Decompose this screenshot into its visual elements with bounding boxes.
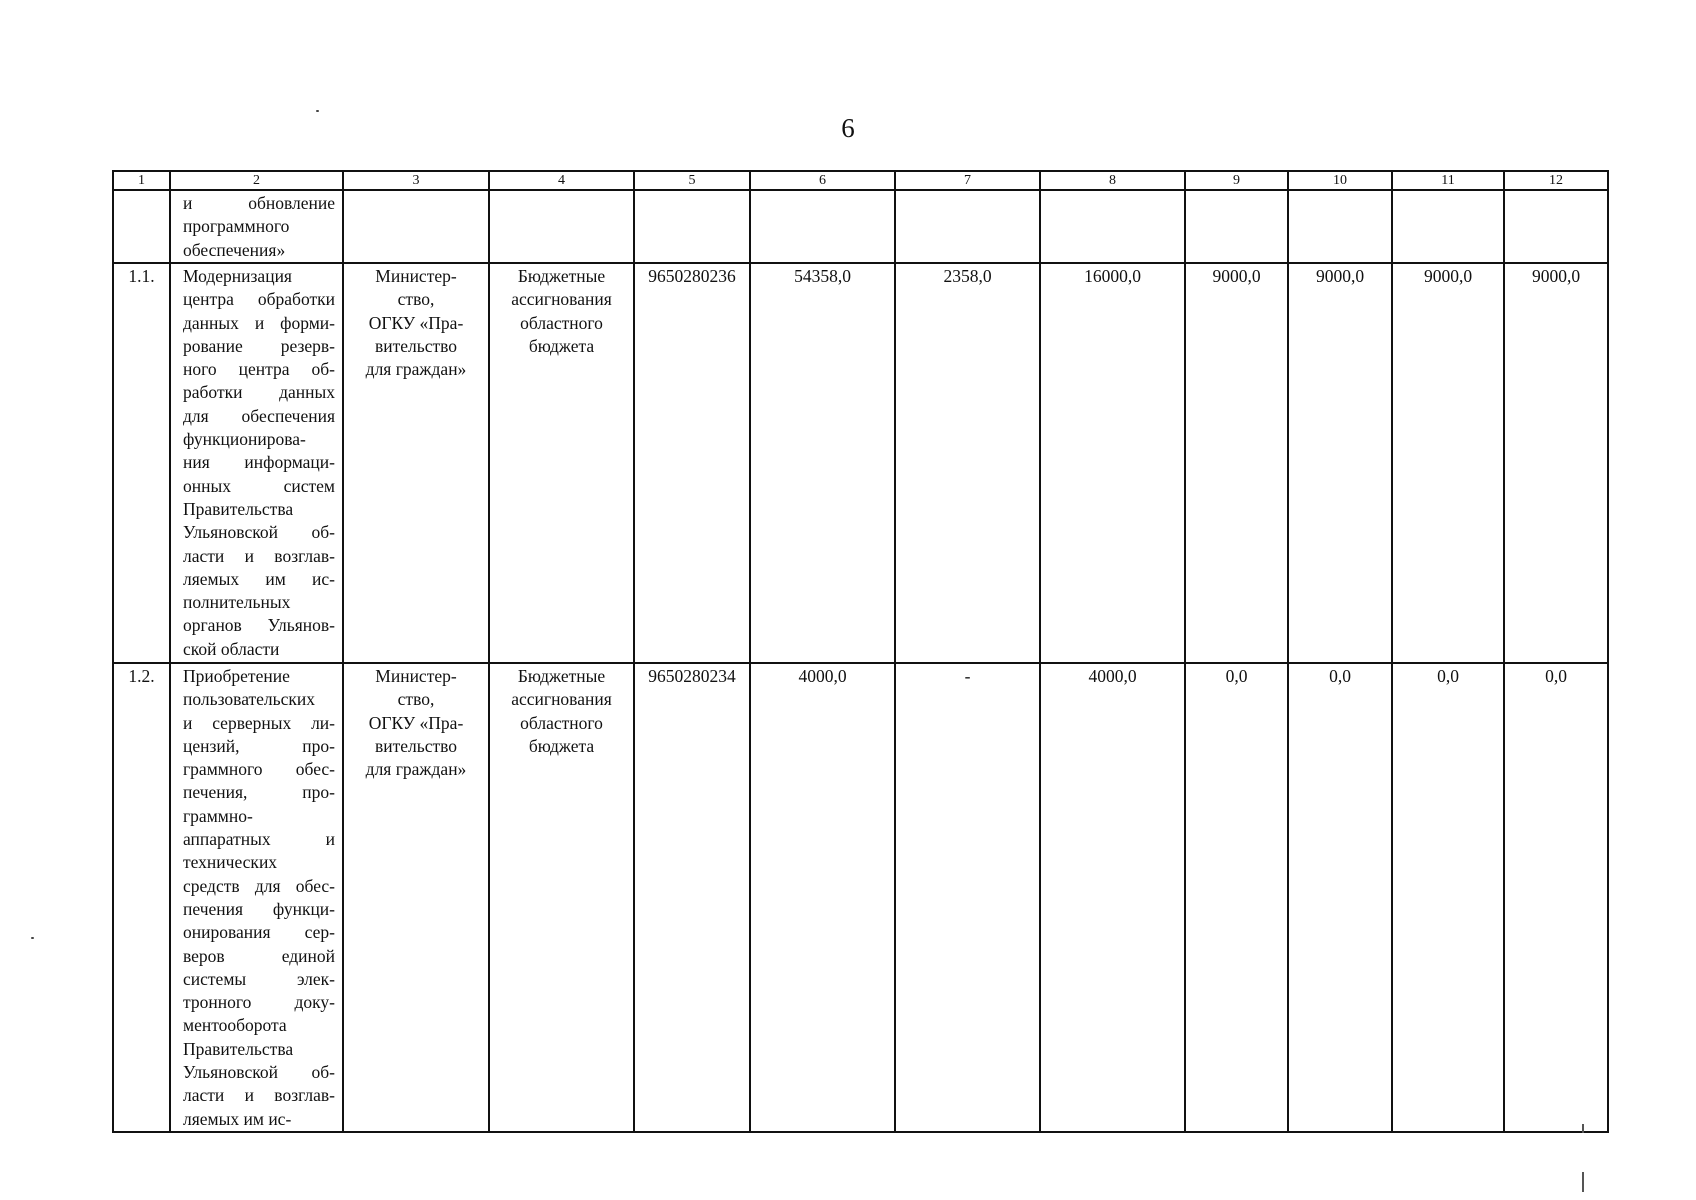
column-header: 5: [634, 171, 750, 190]
amount-cell: [750, 263, 895, 663]
description-line: ного центра об-: [183, 359, 335, 380]
scan-speck: [31, 937, 34, 939]
description-line: программного: [183, 216, 290, 237]
executor-line: Министер-: [375, 666, 457, 686]
budget-code-cell: [634, 263, 750, 663]
amount-cell: [895, 190, 1040, 263]
table-row: [113, 190, 1608, 263]
column-header: 8: [1040, 171, 1185, 190]
row-number-cell: [113, 190, 170, 263]
funding-source-cell: [489, 263, 634, 663]
description-line: Правительства: [183, 498, 294, 519]
description-line: онных систем: [183, 475, 335, 496]
amount-cell: [1040, 263, 1185, 663]
funding-source-line: Бюджетные: [517, 266, 606, 286]
amount-cell: [1185, 263, 1288, 663]
executor-line: ОГКУ «Пра-: [368, 312, 464, 333]
amount-cell: [1504, 663, 1608, 1132]
scan-mark: [1582, 1172, 1584, 1192]
description-line: цензий, про-: [183, 735, 335, 756]
amount-cell: [1392, 190, 1504, 263]
column-header: 6: [750, 171, 895, 190]
amount-value: 4000,0: [1088, 666, 1137, 686]
executor-cell: [343, 263, 489, 663]
budget-code-cell: [634, 190, 750, 263]
description-line: системы элек-: [183, 968, 335, 989]
executor-line: ство,: [397, 289, 435, 310]
funding-source-cell: [489, 663, 634, 1132]
amount-cell: [1504, 263, 1608, 663]
executor-line: вительство: [374, 735, 458, 756]
amount-cell: [1288, 190, 1392, 263]
amount-cell: [895, 663, 1040, 1132]
description-line: данных и форми-: [183, 312, 335, 333]
amount-value: 9000,0: [1212, 266, 1261, 286]
description-line: Модернизация: [183, 266, 292, 286]
column-header: 7: [895, 171, 1040, 190]
description-line: ментооборота: [183, 1015, 287, 1036]
amount-cell: [1288, 663, 1392, 1132]
column-number-row: [113, 171, 1608, 190]
description-line: ской области: [183, 638, 280, 659]
description-line: Приобретение: [183, 666, 290, 686]
amount-value: 9000,0: [1531, 266, 1581, 286]
table-row: [113, 263, 1608, 663]
description-line: технических: [183, 852, 278, 873]
amount-value: 0,0: [1437, 666, 1459, 686]
amount-cell: [1392, 663, 1504, 1132]
description-line: обеспечения»: [183, 239, 286, 260]
amount-cell: [1504, 190, 1608, 263]
funding-source-line: бюджета: [528, 735, 595, 756]
description-line: ляемых им ис-: [183, 1108, 292, 1129]
executor-line: для граждан»: [365, 359, 467, 380]
executor-line: ство,: [397, 689, 435, 710]
funding-source-line: Бюджетные: [517, 666, 606, 686]
description-cell: [170, 263, 343, 663]
description-line: средств для обес-: [183, 875, 335, 896]
amount-value: 9000,0: [1315, 266, 1365, 286]
amount-value: 0,0: [1225, 666, 1248, 686]
funding-source-line: областного: [520, 312, 603, 333]
description-line: граммно-: [183, 805, 253, 826]
description-line: и серверных ли-: [183, 712, 335, 733]
amount-value: 4000,0: [798, 666, 847, 686]
row-number: 1.1.: [128, 266, 155, 286]
description-line: функционирова-: [183, 429, 306, 450]
page-number: 6: [841, 113, 855, 143]
description-cell: [170, 663, 343, 1132]
column-header: 4: [489, 171, 634, 190]
description-line: ляемых им ис-: [183, 568, 335, 589]
description-line: веров единой: [183, 945, 335, 966]
amount-value: 54358,0: [794, 266, 851, 286]
description-line: центра обработки: [183, 289, 335, 310]
amount-cell: [895, 263, 1040, 663]
description-line: для обеспечения: [183, 405, 335, 426]
amount-value: 16000,0: [1084, 266, 1141, 286]
description-line: граммного обес-: [183, 759, 335, 780]
amount-cell: [1040, 190, 1185, 263]
description-line: работки данных: [183, 382, 335, 403]
amount-cell: [1040, 663, 1185, 1132]
executor-line: вительство: [374, 335, 458, 356]
funding-source-line: ассигнования: [511, 289, 612, 310]
row-number-cell: [113, 663, 170, 1132]
description-line: Ульяновской об-: [183, 1062, 335, 1083]
scan-speck: [316, 110, 319, 112]
executor-line: Министер-: [375, 266, 457, 286]
amount-cell: [750, 190, 895, 263]
row-number-cell: [113, 263, 170, 663]
executor-line: ОГКУ «Пра-: [368, 712, 464, 733]
column-header: 11: [1392, 171, 1504, 190]
description-line: Правительства: [183, 1038, 294, 1059]
amount-cell: [1288, 263, 1392, 663]
description-line: полнительных: [183, 592, 291, 613]
executor-cell: [343, 190, 489, 263]
table-row: [113, 663, 1608, 1132]
description-line: ласти и возглав-: [183, 545, 335, 566]
amount-cell: [750, 663, 895, 1132]
description-line: печения функци-: [183, 898, 335, 919]
description-line: Ульяновской об-: [183, 522, 335, 543]
amount-value: 0,0: [1545, 666, 1567, 686]
amount-value: 9000,0: [1423, 266, 1473, 286]
description-line: ласти и возглав-: [183, 1085, 335, 1106]
description-line: ния информаци-: [183, 452, 335, 473]
row-number: 1.2.: [128, 666, 155, 686]
description-line: аппаратных и: [183, 829, 335, 850]
executor-cell: [343, 663, 489, 1132]
description-line: печения, про-: [183, 782, 335, 803]
column-header: 3: [343, 171, 489, 190]
budget-code: 9650280234: [648, 666, 736, 686]
funding-source-line: ассигнования: [511, 689, 612, 710]
amount-value: -: [964, 666, 971, 686]
column-header: 12: [1504, 171, 1608, 190]
description-cell: [170, 190, 343, 263]
column-header: 9: [1185, 171, 1288, 190]
column-header: 10: [1288, 171, 1392, 190]
column-header: 2: [170, 171, 343, 190]
budget-code: 9650280236: [648, 266, 736, 286]
funding-source-cell: [489, 190, 634, 263]
amount-value: 0,0: [1329, 666, 1351, 686]
description-line: онирования сер-: [183, 922, 335, 943]
budget-code-cell: [634, 663, 750, 1132]
column-header: 1: [113, 171, 170, 190]
description-line: рование резерв-: [183, 335, 335, 356]
amount-cell: [1392, 263, 1504, 663]
amount-cell: [1185, 663, 1288, 1132]
budget-table: [112, 170, 1609, 1133]
description-line: органов Ульянов-: [183, 615, 335, 636]
amount-value: 2358,0: [943, 266, 992, 286]
description-line: и обновление: [183, 193, 335, 213]
executor-line: для граждан»: [365, 759, 467, 780]
scan-mark: [1582, 1124, 1584, 1133]
funding-source-line: бюджета: [528, 335, 595, 356]
amount-cell: [1185, 190, 1288, 263]
description-line: тронного доку-: [183, 992, 335, 1013]
funding-source-line: областного: [520, 712, 603, 733]
description-line: пользовательских: [183, 689, 316, 710]
